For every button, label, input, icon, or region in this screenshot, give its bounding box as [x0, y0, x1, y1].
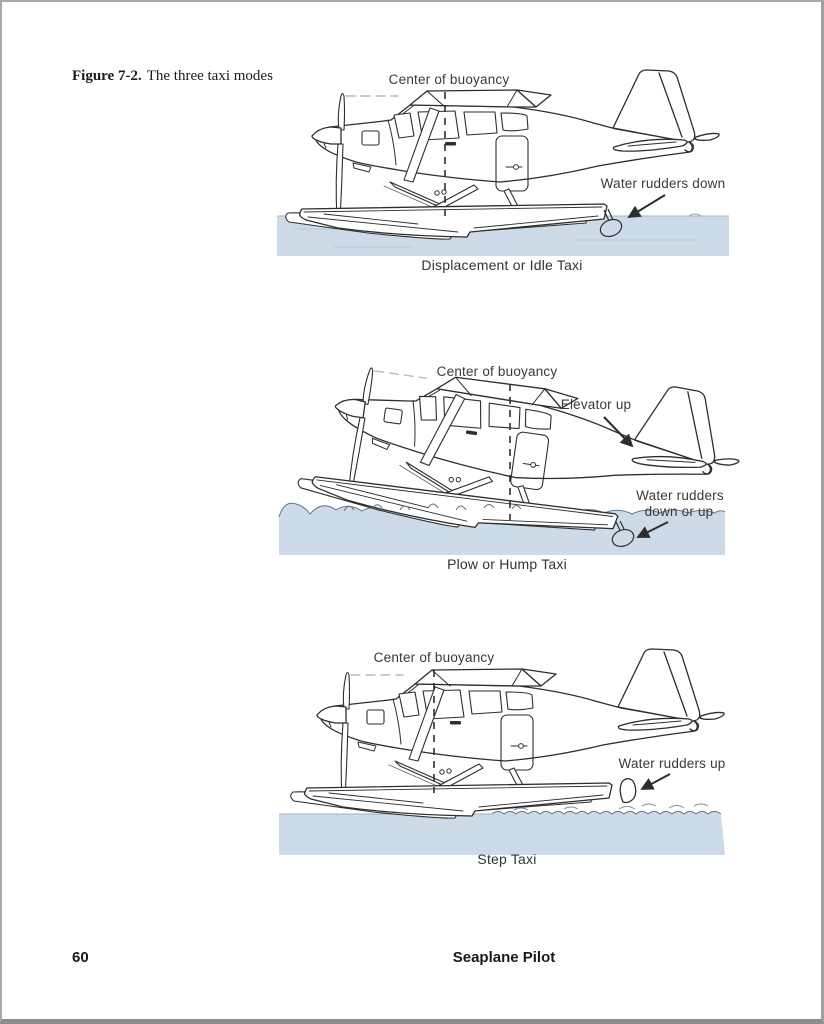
diagram-step-taxi: [274, 644, 744, 879]
step-taxi-illustration: [274, 644, 744, 874]
diagram-displacement-taxi: [274, 64, 744, 284]
water-rudders-arrow: [629, 195, 665, 217]
seaplane-on-step: [291, 649, 724, 818]
center-of-buoyancy-label: Center of buoyancy: [373, 650, 495, 665]
water-with-wake: [279, 812, 725, 856]
water-rudders-label-line2: down or up: [644, 504, 714, 519]
center-of-buoyancy-label: Center of buoyancy: [388, 72, 510, 87]
figure-number: Figure 7-2.: [72, 68, 142, 84]
water-rudder-up: [620, 779, 636, 803]
book-title: Seaplane Pilot: [452, 949, 556, 966]
water-rudders-label: Water rudders up: [618, 756, 726, 771]
page-number: 60: [72, 949, 89, 966]
diagram-plow-taxi: [274, 354, 744, 581]
water-rudders-arrow: [642, 774, 670, 789]
figure-caption: [72, 68, 273, 85]
center-of-buoyancy-label: Center of buoyancy: [436, 364, 558, 379]
displacement-taxi-illustration: [274, 64, 744, 279]
seaplane-level: [286, 70, 719, 239]
diagram-caption: Plow or Hump Taxi: [447, 556, 567, 572]
plow-taxi-illustration: [274, 354, 744, 576]
diagram-caption: Step Taxi: [477, 851, 537, 867]
diagram-caption: Displacement or Idle Taxi: [421, 257, 583, 273]
water-rudders-label-line1: Water rudders: [636, 488, 724, 503]
figure-title: The three taxi modes: [146, 68, 273, 84]
water-rudders-label: Water rudders down: [600, 176, 726, 191]
elevator-up-label: Elevator up: [560, 397, 632, 412]
